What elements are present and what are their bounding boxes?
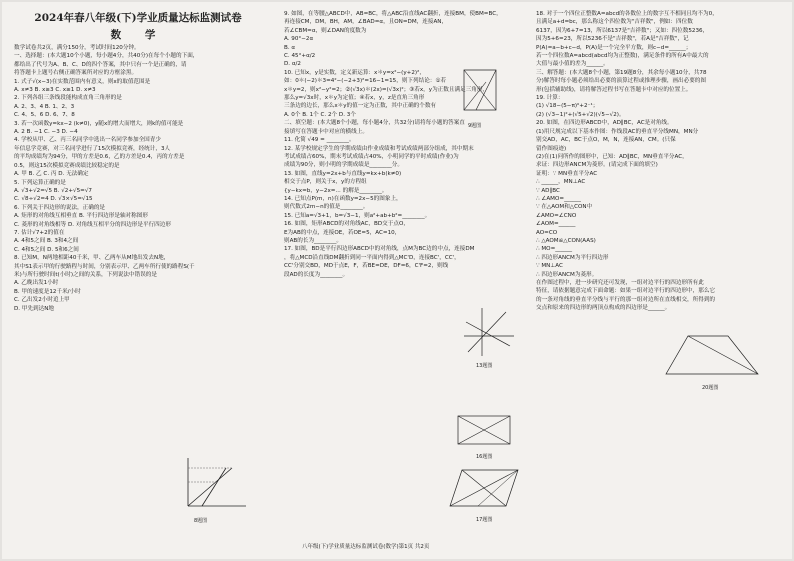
col1-line: 其中S1表示甲的行驶路程与时间，分别表示甲、乙两车所行使的路程S(千	[14, 263, 195, 270]
page-footer: 八年级(下)学业质量达标监测试卷(数学)第1页 共2页	[302, 544, 430, 550]
col2-line: 二、填空题：(本大题8个小题，每小题4分，共32分)请将每小题的答案直	[284, 120, 465, 127]
col2-line: E为AB的中点，连接OE，若OE=5，AC=10，	[284, 229, 401, 236]
col2-line: A. 0个 B. 1个 C. 2个 D. 3个	[284, 111, 356, 118]
col2-line: A. 90°−2α	[284, 36, 314, 43]
col1-line: 8. 已知M，N两地相距40千米，甲、乙两车从M地出发去N地，	[14, 255, 170, 262]
col3-line: 在作图过程中，进一步研究还可发现，一组对边平行的四边形所有此	[536, 280, 704, 286]
col2-line: 15. 已知a=√3+1，b=√3−1，则a²+ab+b²=________。	[284, 212, 431, 219]
col1-line: C. √8÷√2=4 D. √3×√5=√15	[14, 196, 93, 203]
column-middle	[284, 10, 522, 279]
col3-line: 大值与最小值的差为______。	[536, 61, 609, 68]
col1-line: 3. 若一次函数y=kx−2 (k≠0)，y随x的增大而增大，则k的值可能是	[14, 120, 184, 127]
col3-line: 别交AD，AC，BC于点O，M，N，连接AN，CM。(只保	[536, 137, 676, 144]
col3-line: ∴ 四边形ANCM为菱形。	[536, 271, 598, 278]
col1-line: 5. 下列运算正确的是	[14, 179, 66, 186]
figure-9-geometry	[456, 60, 506, 120]
col1-line: 年信息学竞赛，对三名同学进行了15次模拟竞赛，经统计，3人	[14, 145, 171, 152]
exam-time-note: 数学试卷共2页，满分150分，考试时间120分钟。	[14, 45, 140, 51]
col1-line: 4. 学校从甲、乙、丙三名同学中选出一名同学参加全国青少	[14, 137, 161, 144]
col3-line: 且满足a+d=bc，那么称这个四位数为"吉祥数"，例如：四位数	[536, 19, 693, 26]
col3-line: ∴ MO=______	[536, 246, 573, 253]
col2-line: 13. 如图，直线y=2x+b与直线y=kx+b(k≠0)	[284, 170, 402, 177]
col3-line: 6137，因为6+7=13，所以6137是"吉祥数"；又如：四位数5236，	[536, 27, 709, 34]
col2-line: CC'分别交BD，MD于点E，F，若BE=DE，DF=6，C'F=2，则线	[284, 263, 449, 270]
col3-line: 20. 如图，在四边形ABCD中，AD∥BC，AC是对角线。	[536, 120, 673, 127]
figure-8-caption: 8题图	[194, 518, 208, 524]
figure-9-caption: 9题图	[468, 123, 482, 129]
col2-line: 17. 如图，BD是平行四边形ABCD中的对角线，点M为BC边的中点，连接DM	[284, 246, 475, 253]
col3-line: 18. 对于一个四位正整数A=abcd的各数位上的数字互不相同且均不为0，	[536, 11, 718, 17]
col1-line: 7. 估计√7+2的值在	[14, 229, 65, 236]
col1-line: B. 甲的速度是12千米/小时	[14, 288, 81, 295]
col3-line: 证明：∵ MN垂直平分AC	[536, 170, 598, 177]
col2-line: 9. 如图，在等腰△ABCD中，AB=BC，将△ABC沿直线AC翻折，连接BM，使BM=BC，	[284, 11, 502, 17]
col1-line: 2. 下列各组三条线段能构成直角三角形的是	[14, 95, 122, 102]
col3-line: 分)解答时每小题必须给出必要的演算过程或推理步骤，画出必要的图	[536, 78, 706, 85]
col2-line: 再连接CM，DM，BH，AM，∠BAD=α，且ON=DM，连接AN，	[284, 19, 448, 26]
col1-line: C. 乙出发2小时追上甲	[14, 297, 70, 304]
col1-line: C. 4、5、6 D. 6、7、8	[14, 112, 75, 119]
col2-line: 则代数式2m−n的值是________。	[284, 204, 369, 211]
col3-line: P(A)=a−b+c−d，P(A)是一个完全平方数，则c−d=______；	[536, 44, 692, 51]
col3-line: ∴ ∠AMO=______	[536, 195, 581, 202]
col1-line: A. 甲 B. 乙 C. 丙 D. 无法确定	[14, 171, 89, 178]
col3-line: ∴ ______，MN⊥AC	[536, 179, 586, 186]
col3-line: 特征，请依据题意完成下面命题：如果一组对边平行的四边形中，那么它	[536, 288, 716, 295]
figure-20-trapezoid	[662, 330, 762, 380]
col3-line: 形(包括辅助线)，请将解答过程书写在答题卡中对应的位置上。	[536, 86, 692, 93]
col1-line: 6. 下列关于四边形的说法，正确的是	[14, 204, 106, 211]
figure-16-caption: 16题图	[476, 454, 493, 460]
col3-line: (1)用尺规完成以下基本作图：作线段AC的垂直平分线MN，MN分	[536, 128, 699, 135]
col3-line: ∠AMO=∠CNO	[536, 212, 577, 219]
col2-line: 若∠CBM=α，则∠DAN的度数为	[284, 27, 367, 34]
col1-line: C. 4和5之间 D. 5和6之间	[14, 246, 79, 253]
col2-line: 那么y=√3x时，x＊y为定值；④若x，y，z是直角三角形	[284, 95, 425, 102]
figure-17-caption: 17题图	[476, 517, 493, 523]
col2-line: B. α	[284, 44, 296, 51]
col2-line: ，将△MCD沿直线DM翻折到同一平面内得到△MC'D，连接BC'，CC'，	[284, 254, 460, 261]
col3-line: (1) √18−(5−π)⁰+2⁻¹；	[536, 103, 599, 110]
col2-line: 10. 已知x，y是实数，定义新运算：x＊y=x²−(y+2)²，	[284, 69, 425, 76]
figure-16-rectangle	[454, 412, 514, 448]
col1-line: 1. 式子√(x−3)在实数范围内有意义，则x的取值范围是	[14, 78, 151, 85]
col3-line: ∴ △AOM≌△CON(AAS)	[536, 237, 596, 244]
col1-line: A. 乙晚出发1小时	[14, 280, 59, 287]
col3-line: 求证：四边形ANCM为菱形。(请完成下面的填空)	[536, 162, 658, 169]
figure-13-caption: 13题图	[476, 363, 493, 369]
col1-line: 米)与所行驶时间t(小时)之间的关系，下列说法中错误的是	[14, 271, 157, 278]
col3-line: (2)在(1)问所作的图形中，已知：AD∥BC，MN垂直平分AC，	[536, 153, 688, 160]
col1-line: 一、选择题：(本大题10个小题，每小题4分，共40分)在每个小题的下面，	[14, 53, 199, 60]
exam-sheet	[2, 2, 792, 559]
col1-line: A. 2 B. −1 C. −3 D. −4	[14, 129, 78, 136]
col3-line: 若一个四位数A=abcd(abcd均为正整数)，满足条件的所有A中最大的	[536, 53, 709, 60]
col1-line: C. 菱形的对角线相等 D. 对角线互相平分的四边形是平行四边形	[14, 221, 171, 228]
col2-line: 成绩为90分，则小明的学期成绩是________分。	[284, 162, 403, 169]
col1-line: A. 矩形的对角线互相垂直 B. 平行四边形是轴对称图形	[14, 213, 148, 220]
col3-line: 因为5+6=23，所以5236不是"吉祥数"，若A是"吉祥数"，记	[536, 36, 689, 43]
col2-line: 如：0＊(−2)＊3=4²−(−2+3)²=16−1=15，则下列结论：①若	[284, 78, 446, 85]
exam-title: 2024年春八年级(下)学业质量达标监测试卷	[34, 12, 242, 24]
col3-line: ∠AOM=______	[536, 221, 576, 228]
col3-line: 留作图痕迹)	[536, 145, 567, 152]
col1-line: 的平均成绩均为94分，甲的方差是0.6，乙的方差是0.4，丙的方差是	[14, 154, 185, 161]
col3-line: ∵ 在△AOM和△CON中	[536, 204, 593, 211]
col2-line: 接填写在答题卡中对应的横线上。	[284, 128, 368, 135]
col2-line: C. 45°+α/2	[284, 53, 316, 60]
col2-line: D. α/2	[284, 61, 301, 68]
col3-line: 19. 计算：	[536, 95, 564, 102]
column-left	[14, 10, 262, 313]
col3-line: 三、解答题：(本大题8个小题，第19题8分，其余每小题10分，共78	[536, 69, 707, 76]
col2-line: 三条边的边长，那么x＊y的值一定为正数，其中正确的个数有	[284, 103, 437, 110]
col3-line: ∵ MN⊥AC	[536, 263, 563, 270]
col2-line: x＊y=2，则x²−y²=2；②(√3x)＊(2x)=(√3x)²；③若x，y为正数且满足三角形，	[284, 86, 489, 93]
col3-line: AO=CO	[536, 229, 558, 236]
col2-line: 则AB的长为________。	[284, 237, 343, 244]
col3-line: (2) (√3−1)²+(√5+√2)(√5−√2)。	[536, 111, 625, 118]
col1-line: D. 甲先到达N地	[14, 305, 55, 312]
col2-line: 16. 如图，矩形ABCD的对角线AC，BD交于点O，	[284, 221, 409, 228]
col1-line: 都给出了代号为A、B、C、D的四个答案，其中只有一个是正确的，请	[14, 61, 187, 68]
col2-line: 考试成绩占60%，期末考试成绩占40%，小明同学的平时成绩(作业)为	[284, 153, 459, 160]
figure-13-lines	[460, 306, 516, 358]
col1-line: A. √3+√2=√5 B. √2+√5=√7	[14, 187, 92, 194]
col2-line: 相交于点P，则关于x，y的方程组	[284, 179, 367, 186]
col2-line: 段AD的长度为________。	[284, 271, 349, 278]
col1-line: A. 4和5之间 B. 3和4之间	[14, 238, 79, 245]
exam-subject: 数 学	[110, 29, 166, 41]
figure-8-graph	[180, 454, 250, 514]
col1-line: 0.5，则这15次模拟竞赛成绩比较稳定的是	[14, 162, 120, 169]
col1-line: 将答题卡上题号右侧正确答案所对应的方框涂黑。	[14, 70, 138, 77]
col3-line: 交点和原来的四边形的两顶点构成的四边形是______。	[536, 305, 671, 312]
col3-line: ∴ 四边形ANCM为平行四边形	[536, 254, 609, 261]
col1-line: A. 2、3、4 B. 1、2、3	[14, 103, 75, 110]
figure-17-parallelogram	[448, 464, 522, 512]
col3-line: ∵ AD∥BC	[536, 187, 560, 194]
col2-line: 11. 化简 √49 = ________。	[284, 137, 355, 144]
col1-line: A. x≠3 B. x≥3 C. x≥1 D. x≠3	[14, 87, 96, 94]
col2-line: 14. 已知点P(m，n)在函数y=2x−5的图象上，	[284, 195, 402, 202]
figure-20-caption: 20题图	[702, 385, 719, 391]
col3-line: 的一条对角线的垂直平分线与平行的那一组对边所在直线相交，所得到的	[536, 296, 716, 303]
column-right	[536, 10, 786, 313]
col2-line: {y−kx=b，y−2x=... 的解是________。	[284, 187, 388, 194]
col2-line: 12. 某学校规定学生的学期成绩由作业成绩和考试成绩两部分组成，其中期末	[284, 145, 474, 152]
